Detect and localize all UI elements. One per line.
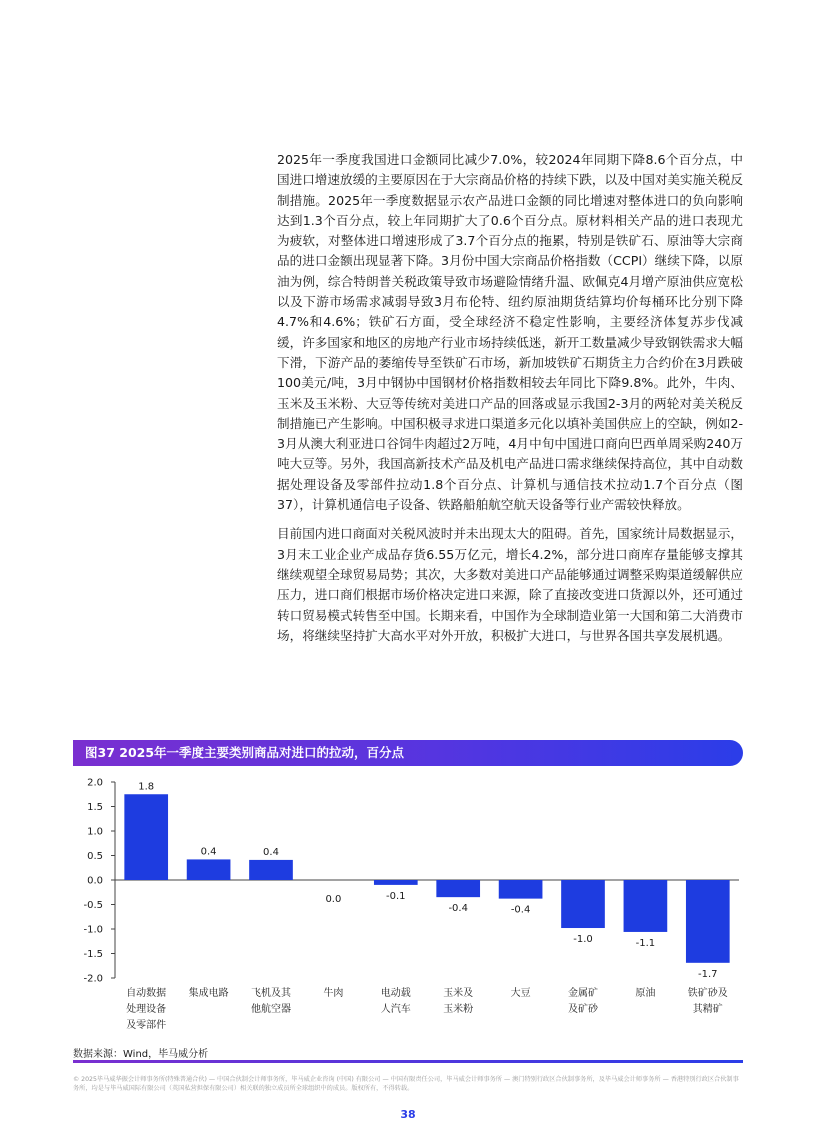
data-label: -1.0: [573, 934, 593, 946]
category-label: 集成电路: [188, 988, 229, 999]
y-tick-label: 0.0: [87, 875, 103, 887]
figure-title: 图37 2025年一季度主要类别商品对进口的拉动，百分点: [73, 740, 743, 766]
data-label: 0.0: [325, 894, 342, 905]
category-label: 大豆: [510, 988, 531, 999]
y-tick-label: -0.5: [83, 900, 103, 911]
bar: [436, 880, 480, 897]
category-label: 飞机及其他航空器: [251, 988, 291, 1015]
category-label: 金属矿及矿砂: [568, 988, 598, 1015]
divider: [73, 1060, 743, 1063]
bar: [499, 880, 543, 899]
page-number: 38: [400, 1108, 416, 1121]
category-label: 电动载人汽车: [380, 988, 411, 1015]
y-tick-label: 0.5: [87, 851, 103, 862]
paragraph-1: 2025年一季度我国进口金额同比减少7.0%，较2024年同期下降8.6个百分点，中国进口增速放缓的主要原因在于大宗商品价格的持续下跌，以及中国对美实施关税反制措施。2025年一季度数据显示农产品进口金额的同比增速对整体进口的负向影响达到1.3个百分点，较上年同期扩大了0.6个百分点。原材料相关产品的进口表现尤为疲软，对整体进口增速形成了3.7个百分点的拖累，特别是铁矿石、原油等大宗商品的进口金额出现显著下降。3月份中国大宗商品价格指数（CCPI）继续下降，以原油为例，综合特朗普关税政策导致市场避险情绪升温、欧佩克4月增产原油供应宽松以及下游市场需求减弱导致3月布伦特、纽约原油期货结算均价每桶环比分别下降4.7%和4.6%；铁矿石方面，受全球经济不稳定性影响，主要经济体复苏步伐减缓，许多国家和地区的房地产行业市场持续低迷，新开工数量减少导致钢铁需求大幅下滑，下游产品的萎缩传导至铁矿石市场，新加坡铁矿石期货主力合约价在3月跌破100美元/吨，3月中钢协中国钢材价格指数相较去年同比下降9.8%。此外，牛肉、玉米及玉米粉、大豆等传统对美进口产品的回落或显示我国2-3月的两轮对美关税反制措施已产生影响。中国积极寻求进口渠道多元化以填补美国供应上的空缺，例如2-3月从澳大利亚进口谷饲牛肉超过2万吨，4月中旬中国进口商向巴西单周采购240万吨大豆等。另外，我国高新技术产品及机电产品进口需求继续保持高位，其中自动数据处理设备及零部件拉动1.8个百分点、计算机与通信技术拉动1.7个百分点（图37），计算机通信电子设备、铁路船舶航空航天设备等行业产需较快释放。: [277, 152, 743, 513]
category-label: 牛肉: [323, 988, 344, 999]
bar-chart: [73, 770, 743, 1040]
bar: [374, 880, 418, 885]
y-tick-label: -1.0: [83, 924, 103, 936]
data-label: 0.4: [200, 846, 217, 858]
bar: [686, 880, 730, 963]
bar: [187, 859, 231, 880]
data-label: -1.1: [635, 937, 656, 949]
data-label: 1.8: [138, 781, 155, 793]
data-label: -0.4: [510, 904, 531, 916]
category-label: 铁矿砂及其精矿: [687, 988, 728, 1015]
data-label: 0.4: [263, 846, 279, 858]
body-text: [277, 150, 743, 655]
y-tick-label: 2.0: [87, 777, 103, 789]
bar: [624, 880, 668, 932]
y-tick-label: -1.5: [83, 949, 103, 960]
category-label: 自动数据处理设备及零部件: [126, 988, 167, 1031]
data-label: -1.7: [698, 968, 718, 980]
category-label: 玉米及玉米粉: [443, 988, 474, 1015]
y-tick-label: 1.5: [87, 802, 103, 813]
footer-copyright: © 2025毕马威华振会计师事务所(特殊普通合伙) — 中国合伙制会计师事务所，毕马威企业咨询 (中国) 有限公司 — 中国有限责任公司，毕马威会计师事务所 — 澳门特别行政区合伙制事务所，及毕马威会计师事务所 — 香港特别行政区合伙制事务所，均是与毕马威国际有限公司（英国私营担保有限公司）相关联的独立成员所全球组织中的成员。版权所有，不得转载。: [73, 1076, 739, 1092]
y-tick-label: 1.0: [87, 826, 103, 838]
data-label: -0.4: [448, 903, 468, 915]
category-label: 原油: [635, 988, 656, 999]
y-tick-label: -2.0: [83, 973, 103, 985]
data-source: 数据来源：Wind，毕马威分析: [73, 1049, 209, 1060]
bar: [124, 794, 168, 880]
data-label: -0.1: [386, 890, 406, 902]
bar: [249, 860, 293, 880]
bar: [561, 880, 605, 928]
paragraph-2: 目前国内进口商面对关税风波时并未出现太大的阻碍。首先，国家统计局数据显示，3月末工业企业产成品存货6.55万亿元，增长4.2%，部分进口商库存量能够支撑其继续观望全球贸易局势；其次，大多数对美进口产品能够通过调整采购渠道缓解供应压力，进口商们根据市场价格决定进口来源，除了直接改变进口货源以外，还可通过转口贸易模式转售至中国。长期来看，中国作为全球制造业第一大国和第二大消费市场，将继续坚持扩大高水平对外开放，积极扩大进口，与世界各国共享发展机遇。: [277, 526, 743, 643]
